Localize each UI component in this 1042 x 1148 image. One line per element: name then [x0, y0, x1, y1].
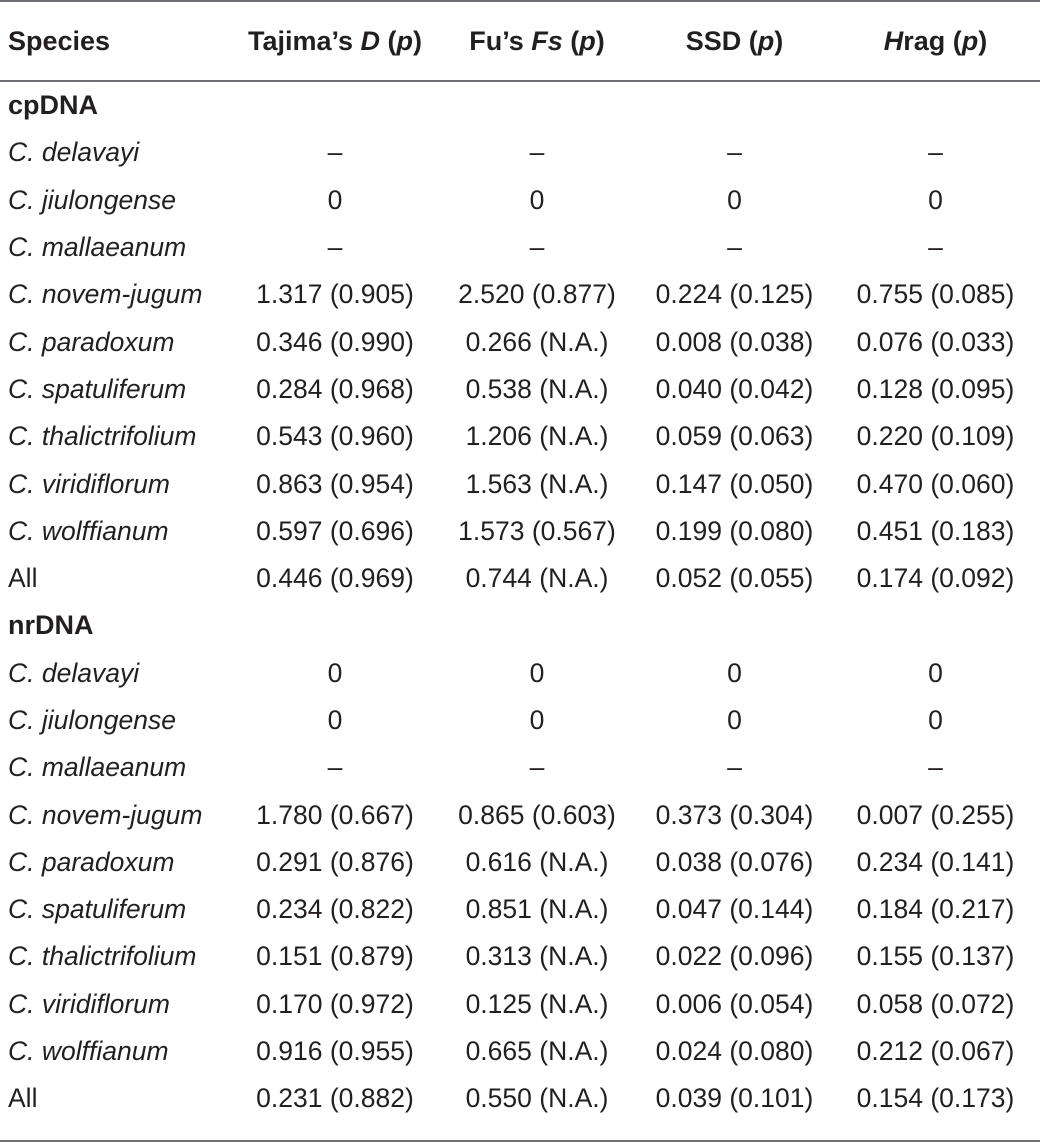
table-row — [0, 1075, 1040, 1122]
fu-cell: – — [529, 752, 545, 783]
fu-cell: 1.206 (N.A.) — [465, 421, 609, 452]
table-row — [0, 933, 1040, 980]
header-row — [0, 0, 1040, 82]
fu-cell: 0.744 (N.A.) — [465, 563, 609, 594]
section-row — [0, 82, 1040, 129]
tajima-cell: 0.284 (0.968) — [256, 373, 414, 404]
species-cell: C. paradoxum — [8, 326, 175, 357]
fu-cell: – — [529, 137, 545, 168]
species-cell: C. paradoxum — [8, 846, 175, 877]
species-cell: All — [8, 1083, 38, 1114]
bottom-rule — [0, 1140, 1040, 1142]
section-title: cpDNA — [8, 90, 99, 121]
species-cell: C. thalictrifolium — [8, 941, 197, 972]
hrag-cell: 0 — [928, 657, 943, 688]
tajima-cell: 0.916 (0.955) — [256, 1036, 414, 1067]
ssd-cell: 0.373 (0.304) — [655, 799, 814, 830]
species-cell: C. delavayi — [8, 137, 140, 168]
tajima-cell: 0.863 (0.954) — [256, 468, 414, 499]
table-row — [0, 697, 1040, 744]
fu-cell: 0.851 (N.A.) — [465, 894, 609, 925]
table-row — [0, 981, 1040, 1028]
ssd-cell: – — [727, 137, 742, 168]
ssd-cell: 0 — [727, 705, 742, 735]
tajima-cell: 0.346 (0.990) — [256, 326, 414, 357]
fu-cell: 0.550 (N.A.) — [465, 1083, 609, 1114]
ssd-cell: 0 — [727, 184, 742, 215]
fu-cell: 1.573 (0.567) — [458, 515, 616, 546]
section-title: nrDNA — [8, 610, 94, 641]
species-cell: C. jiulongense — [8, 705, 176, 735]
species-cell: C. spatuliferum — [8, 894, 187, 925]
hrag-cell: 0 — [928, 184, 943, 215]
ssd-cell: 0.039 (0.101) — [655, 1083, 814, 1114]
table-row — [0, 460, 1040, 507]
tajima-cell: – — [327, 137, 343, 168]
fu-cell: 0 — [529, 705, 545, 735]
tajima-cell: 1.317 (0.905) — [256, 279, 414, 310]
species-cell: C. delavayi — [8, 657, 140, 688]
section-row — [0, 602, 1040, 649]
species-cell: C. viridiflorum — [8, 988, 170, 1019]
hrag-cell: 0.155 (0.137) — [856, 941, 1015, 972]
tajima-cell: 1.780 (0.667) — [256, 799, 414, 830]
hrag-cell: 0 — [928, 705, 943, 735]
table-row — [0, 129, 1040, 176]
hrag-cell: 0.184 (0.217) — [856, 894, 1015, 925]
ssd-cell: 0.059 (0.063) — [655, 421, 814, 452]
table-row — [0, 318, 1040, 365]
tajima-cell: 0.446 (0.969) — [256, 563, 414, 594]
fu-cell: 2.520 (0.877) — [458, 279, 616, 310]
hrag-cell: 0.220 (0.109) — [856, 421, 1015, 452]
species-cell: C. mallaeanum — [8, 752, 187, 783]
column-header-ssd: SSD (p) — [685, 25, 784, 56]
ssd-cell: – — [727, 232, 742, 263]
hrag-cell: – — [928, 232, 943, 263]
fu-cell: 0.616 (N.A.) — [465, 846, 609, 877]
fu-cell: 0 — [529, 184, 545, 215]
fu-cell: 0.125 (N.A.) — [465, 988, 609, 1019]
ssd-cell: 0.040 (0.042) — [655, 373, 814, 404]
column-header-fu: Fu’s Fs (p) — [469, 25, 605, 56]
table-row — [0, 839, 1040, 886]
species-cell: C. novem-jugum — [8, 799, 203, 830]
table-row — [0, 555, 1040, 602]
hrag-cell: – — [928, 137, 943, 168]
species-cell: All — [8, 563, 38, 594]
tajima-cell: 0 — [327, 657, 343, 688]
ssd-cell: 0.047 (0.144) — [655, 894, 814, 925]
fu-cell: 1.563 (N.A.) — [465, 468, 609, 499]
species-cell: C. wolffianum — [8, 1036, 169, 1067]
ssd-cell: 0.052 (0.055) — [655, 563, 814, 594]
table-body — [0, 82, 1040, 1123]
tajima-cell: 0.151 (0.879) — [256, 941, 414, 972]
column-header-hrag: Hrag (p) — [883, 25, 988, 56]
table-row — [0, 650, 1040, 697]
ssd-cell: 0.024 (0.080) — [655, 1036, 814, 1067]
table-row — [0, 177, 1040, 224]
fu-cell: 0.266 (N.A.) — [465, 326, 609, 357]
ssd-cell: 0 — [727, 657, 742, 688]
hrag-cell: 0.058 (0.072) — [856, 988, 1015, 1019]
hrag-cell: 0.234 (0.141) — [856, 846, 1015, 877]
table-row — [0, 366, 1040, 413]
tajima-cell: 0.231 (0.882) — [256, 1083, 414, 1114]
tajima-cell: 0.543 (0.960) — [256, 421, 414, 452]
table-row — [0, 791, 1040, 838]
species-cell: C. mallaeanum — [8, 232, 187, 263]
table-row — [0, 508, 1040, 555]
hrag-cell: 0.128 (0.095) — [856, 373, 1015, 404]
species-cell: C. thalictrifolium — [8, 421, 197, 452]
fu-cell: 0.538 (N.A.) — [465, 373, 609, 404]
hrag-cell: 0.470 (0.060) — [856, 468, 1015, 499]
hrag-cell: 0.076 (0.033) — [856, 326, 1015, 357]
hrag-cell: 0.755 (0.085) — [856, 279, 1015, 310]
tajima-cell: 0.291 (0.876) — [256, 846, 414, 877]
fu-cell: 0.865 (0.603) — [458, 799, 616, 830]
ssd-cell: 0.008 (0.038) — [655, 326, 814, 357]
table-row — [0, 744, 1040, 791]
hrag-cell: 0.174 (0.092) — [856, 563, 1015, 594]
fu-cell: 0.665 (N.A.) — [465, 1036, 609, 1067]
fu-cell: 0 — [529, 657, 545, 688]
species-cell: C. spatuliferum — [8, 373, 187, 404]
species-cell: C. viridiflorum — [8, 468, 170, 499]
tajima-cell: – — [327, 752, 343, 783]
hrag-cell: 0.212 (0.067) — [856, 1036, 1015, 1067]
column-header-tajima: Tajima’s D (p) — [247, 25, 423, 56]
table-row — [0, 886, 1040, 933]
ssd-cell: 0.224 (0.125) — [655, 279, 814, 310]
ssd-cell: 0.147 (0.050) — [655, 468, 814, 499]
ssd-cell: 0.199 (0.080) — [655, 515, 814, 546]
tajima-cell: 0.234 (0.822) — [256, 894, 414, 925]
tajima-cell: 0.170 (0.972) — [256, 988, 414, 1019]
column-header-species: Species — [8, 25, 111, 56]
fu-cell: 0.313 (N.A.) — [465, 941, 609, 972]
ssd-cell: 0.038 (0.076) — [655, 846, 814, 877]
species-cell: C. novem-jugum — [8, 279, 203, 310]
hrag-cell: 0.451 (0.183) — [856, 515, 1015, 546]
tajima-cell: – — [327, 232, 343, 263]
ssd-cell: 0.022 (0.096) — [655, 941, 814, 972]
ssd-cell: 0.006 (0.054) — [655, 988, 814, 1019]
tajima-cell: 0 — [327, 184, 343, 215]
tajima-cell: 0.597 (0.696) — [256, 515, 414, 546]
table-row — [0, 1028, 1040, 1075]
tajima-cell: 0 — [327, 705, 343, 735]
species-cell: C. wolffianum — [8, 515, 169, 546]
table-row — [0, 413, 1040, 460]
table-row — [0, 224, 1040, 271]
ssd-cell: – — [727, 752, 742, 783]
hrag-cell: 0.007 (0.255) — [856, 799, 1015, 830]
hrag-cell: 0.154 (0.173) — [856, 1083, 1015, 1114]
hrag-cell: – — [928, 752, 943, 783]
species-cell: C. jiulongense — [8, 184, 176, 215]
table-row — [0, 271, 1040, 318]
fu-cell: – — [529, 232, 545, 263]
